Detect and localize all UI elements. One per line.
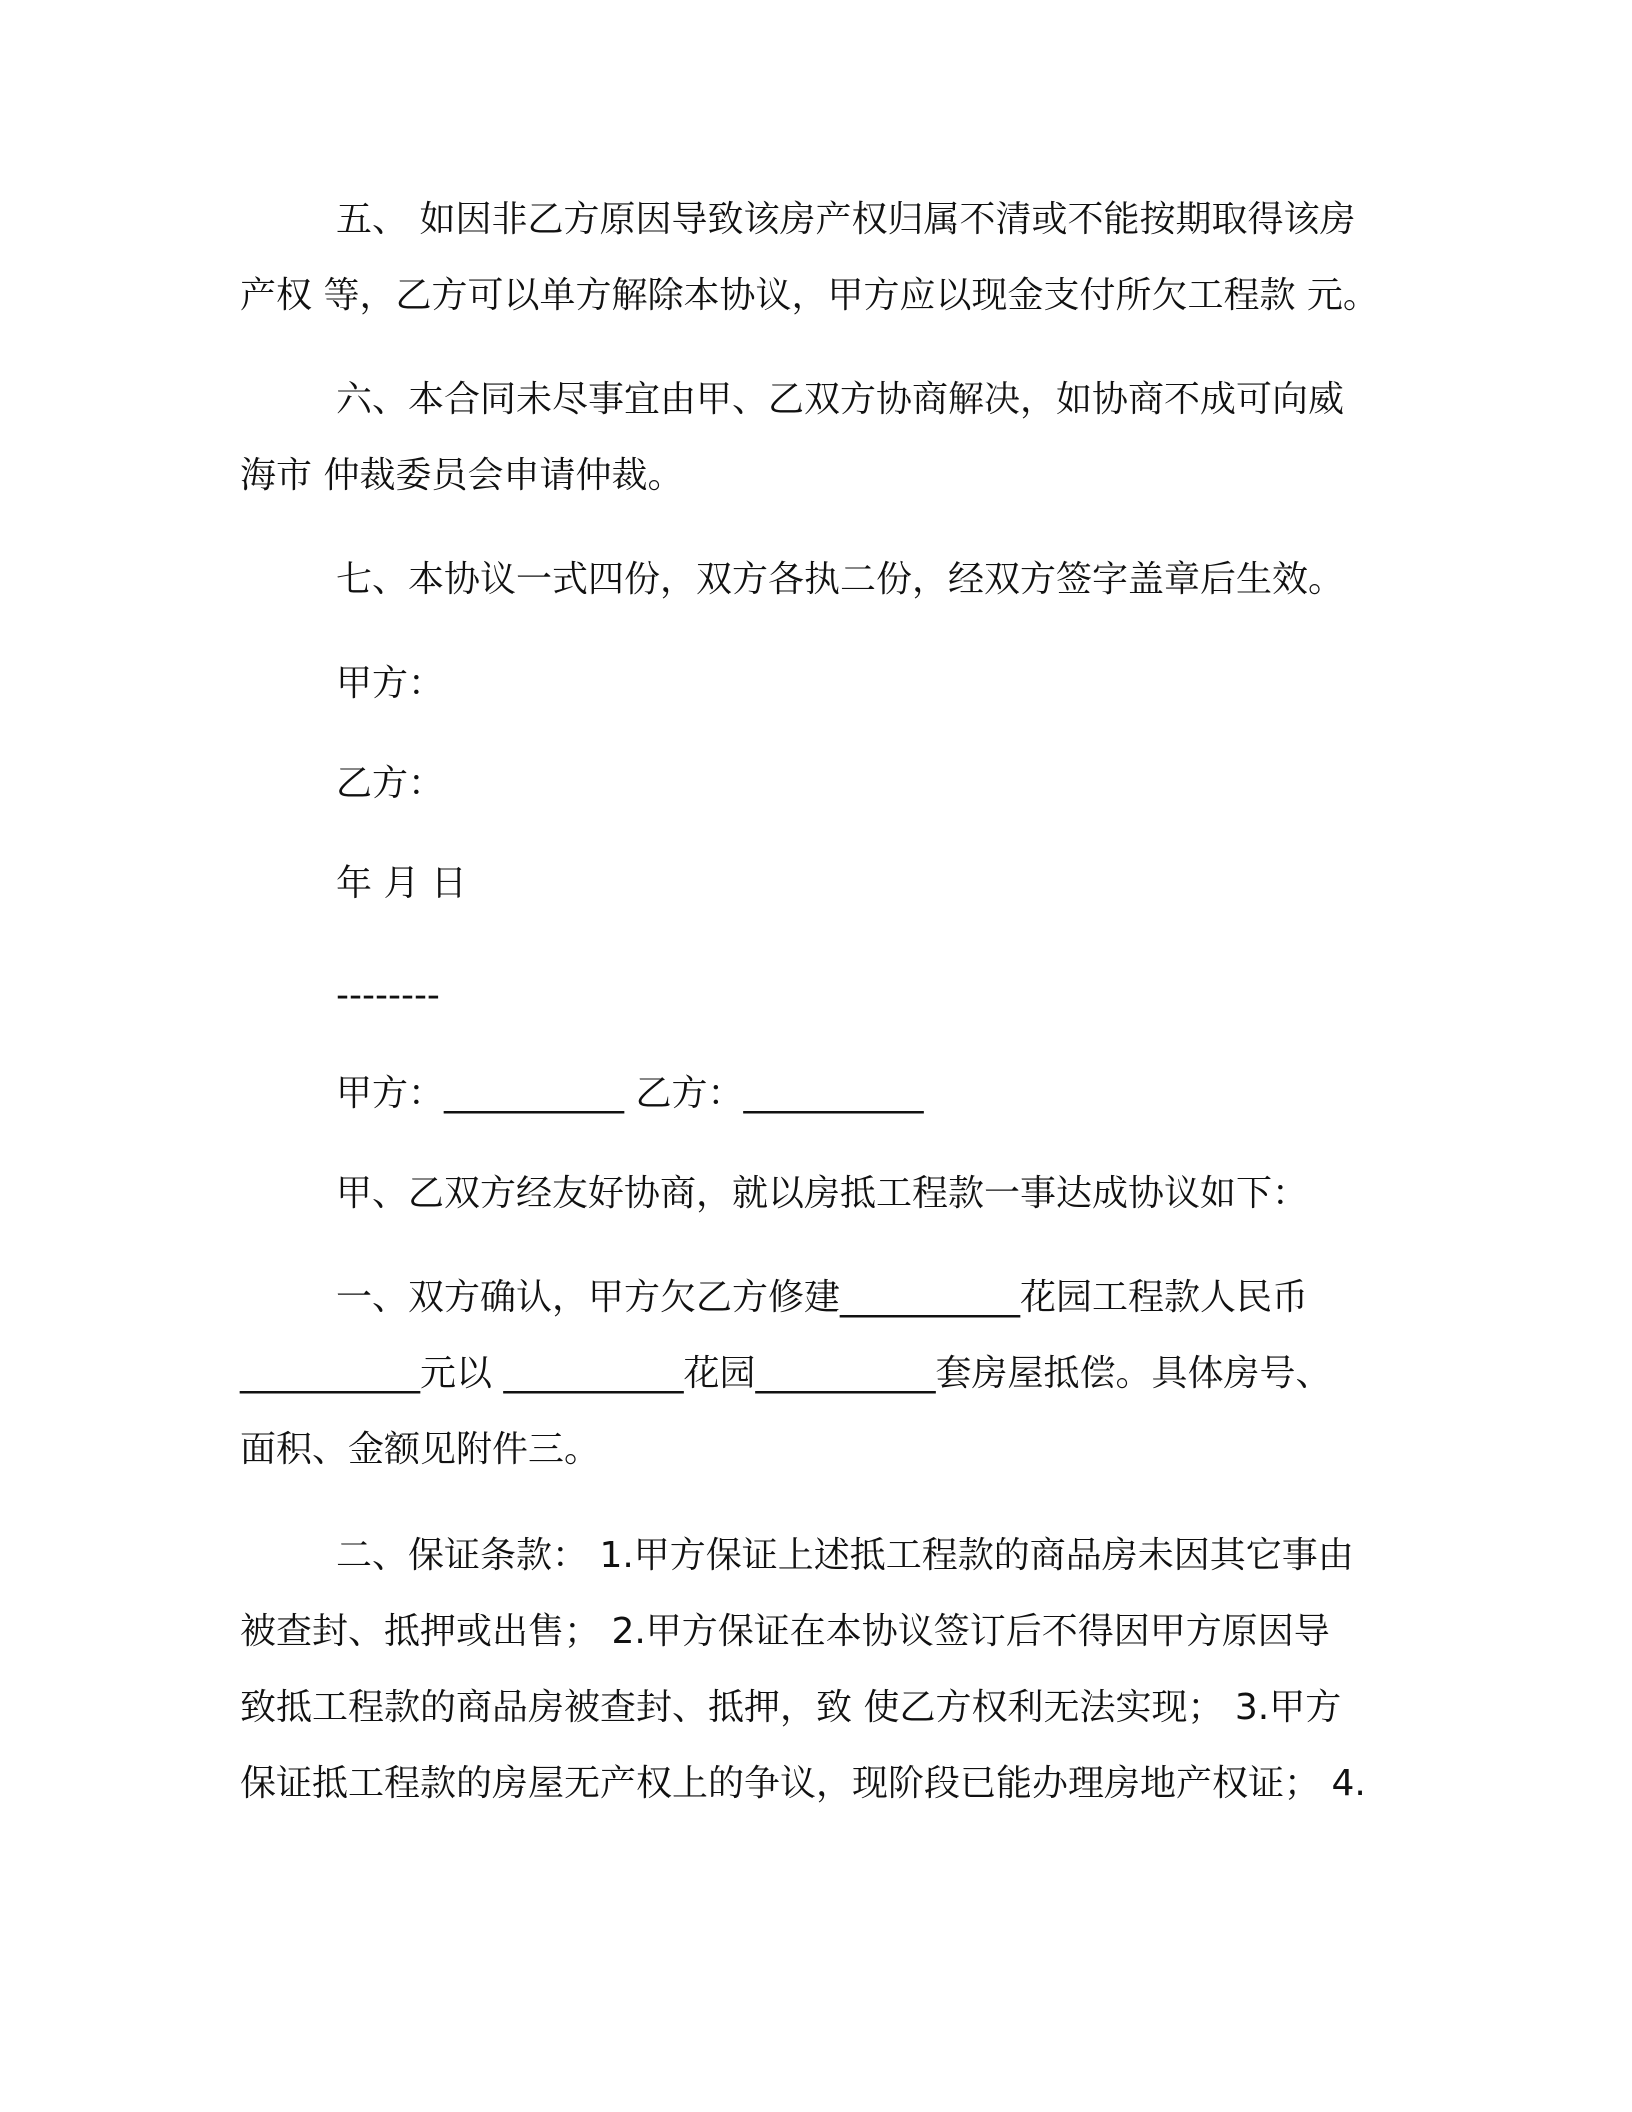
separator <box>240 958 1410 1034</box>
party-a-line: 甲方： <box>336 663 445 704</box>
clause-1-line-1: 一、双方确认，甲方欠乙方修建__________花园工程款人民币 <box>336 1277 1309 1318</box>
separator-text: -------- <box>336 975 440 1016</box>
clause-6-line-1: 六、本合同未尽事宜由甲、乙双方协商解决，如协商不成可向威 <box>336 379 1345 420</box>
clause-2-line-4: 保证抵工程款的房屋无产权上的争议，现阶段已能办理房地产权证； 4. <box>240 1763 1366 1804</box>
clause-6-paragraph <box>240 362 1410 514</box>
date-line <box>240 846 1410 922</box>
clause-2-line-2: 被查封、抵押或出售； 2.甲方保证在本协议签订后不得因甲方原因导 <box>240 1611 1330 1652</box>
intro-paragraph <box>240 1156 1410 1232</box>
parties-heading-text: 甲方：__________ 乙方：__________ <box>336 1073 924 1114</box>
clause-5-line-2: 产权 等，乙方可以单方解除本协议，甲方应以现金支付所欠工程款 元。 <box>240 275 1379 316</box>
clause-5-line-1: 五、 如因非乙方原因导致该房产权归属不清或不能按期取得该房 <box>336 199 1356 240</box>
intro-text: 甲、乙双方经友好协商，就以房抵工程款一事达成协议如下： <box>336 1173 1309 1214</box>
clause-5-paragraph <box>240 182 1410 334</box>
clause-1-paragraph <box>240 1260 1410 1488</box>
date-text: 年 月 日 <box>336 863 467 904</box>
party-b-line: 乙方： <box>336 763 445 804</box>
clause-2-line-1: 二、保证条款： 1.甲方保证上述抵工程款的商品房未因其它事由 <box>336 1535 1354 1576</box>
party-b-label <box>240 746 1410 822</box>
parties-heading <box>240 1056 1410 1132</box>
clause-2-line-3: 致抵工程款的商品房被查封、抵押，致 使乙方权利无法实现； 3.甲方 <box>240 1687 1342 1728</box>
clause-1-line-3: 面积、金额见附件三。 <box>240 1429 601 1470</box>
clause-7-line-1: 七、本协议一式四份，双方各执二份，经双方签字盖章后生效。 <box>336 559 1345 600</box>
clause-2-paragraph <box>240 1518 1410 1822</box>
clause-1-line-2: __________元以 __________花园__________套房屋抵偿。具体房号、 <box>240 1353 1332 1394</box>
party-a-label <box>240 646 1410 722</box>
clause-6-line-2: 海市 仲裁委员会申请仲裁。 <box>240 455 684 496</box>
clause-7-paragraph <box>240 542 1410 618</box>
